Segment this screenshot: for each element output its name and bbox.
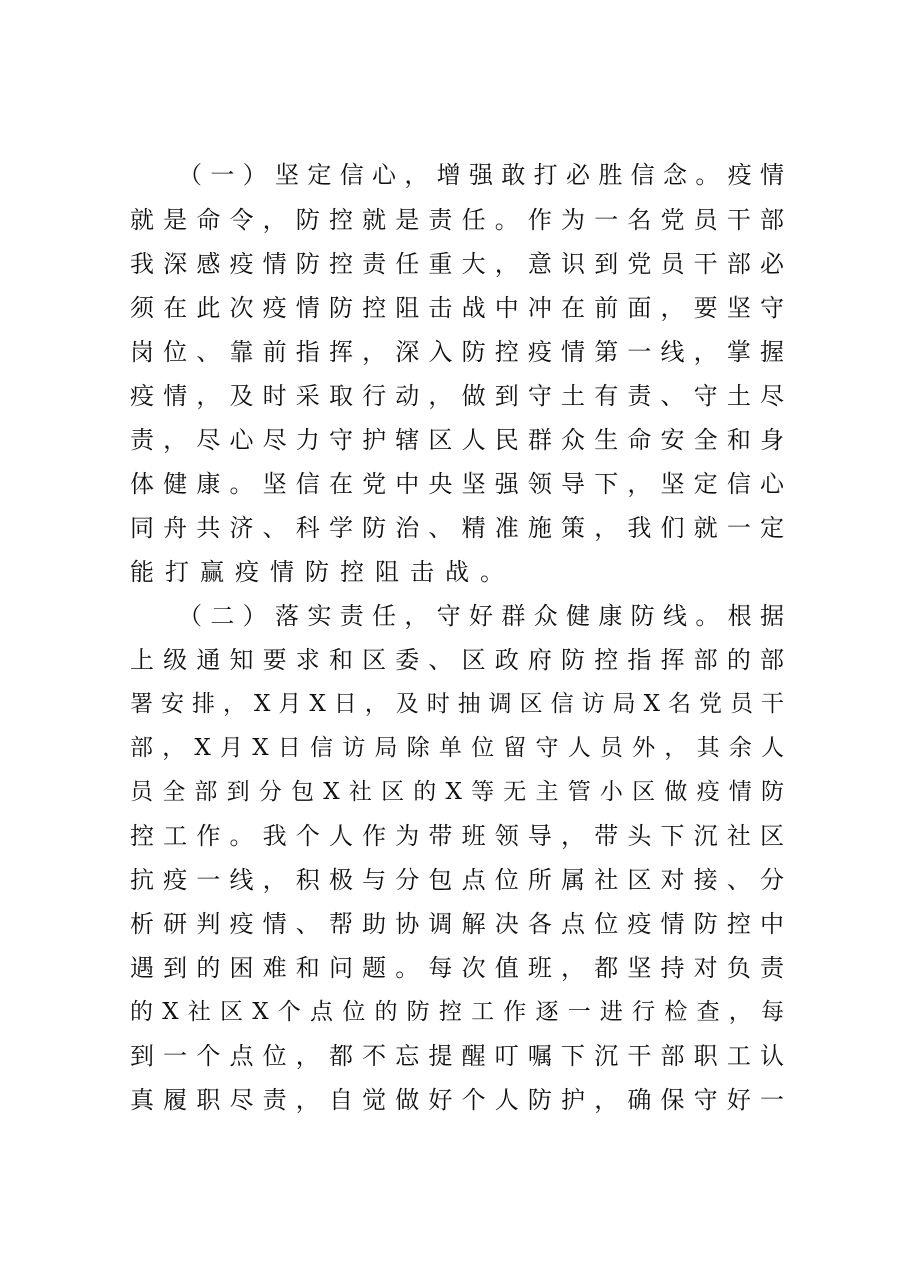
text-line: 员全部到分包X社区的X等无主管小区做疫情防 [130, 779, 784, 805]
text-line: 岗位、靠前指挥，深入防控疫情第一线，掌握 [130, 338, 784, 366]
text-line: 抗疫一线，积极与分包点位所属社区对接、分 [130, 866, 784, 894]
text-line: 真履职尽责，自觉做好个人防护，确保守好一 [130, 1086, 784, 1114]
text-line: 到一个点位，都不忘提醒叮嘱下沉干部职工认 [130, 1042, 784, 1070]
text-line: 同舟共济、科学防治、精准施策，我们就一定 [130, 514, 784, 542]
text-line: 能打赢疫情防控阻击战。 [130, 558, 515, 586]
text-line: 署安排，X月X日，及时抽调区信访局X名党员干 [130, 691, 784, 717]
text-line: 责，尽心尽力守护辖区人民群众生命安全和身 [130, 426, 784, 454]
text-line: 我深感疫情防控责任重大，意识到党员干部必 [130, 250, 784, 278]
text-line: 上级通知要求和区委、区政府防控指挥部的部 [130, 646, 784, 674]
text-line: 体健康。坚信在党中央坚强领导下，坚定信心 [130, 470, 784, 498]
text-line: （一）坚定信心，增强敢打必胜信念。疫情 [178, 161, 784, 189]
text-line: 疫情，及时采取行动，做到守土有责、守土尽 [130, 382, 784, 410]
text-line: 析研判疫情、帮助协调解决各点位疫情防控中 [130, 910, 784, 938]
text-line: 部，X月X日信访局除单位留守人员外，其余人 [130, 735, 784, 761]
text-line: 须在此次疫情防控阻击战中冲在前面，要坚守 [130, 294, 784, 322]
text-line: 遇到的困难和问题。每次值班，都坚持对负责 [130, 954, 784, 982]
text-line: （二）落实责任，守好群众健康防线。根据 [178, 602, 784, 630]
text-line: 的X社区X个点位的防控工作逐一进行检查，每 [130, 999, 784, 1025]
text-line: 控工作。我个人作为带班领导，带头下沉社区 [130, 822, 784, 850]
text-line: 就是命令，防控就是责任。作为一名党员干部 [130, 206, 784, 234]
